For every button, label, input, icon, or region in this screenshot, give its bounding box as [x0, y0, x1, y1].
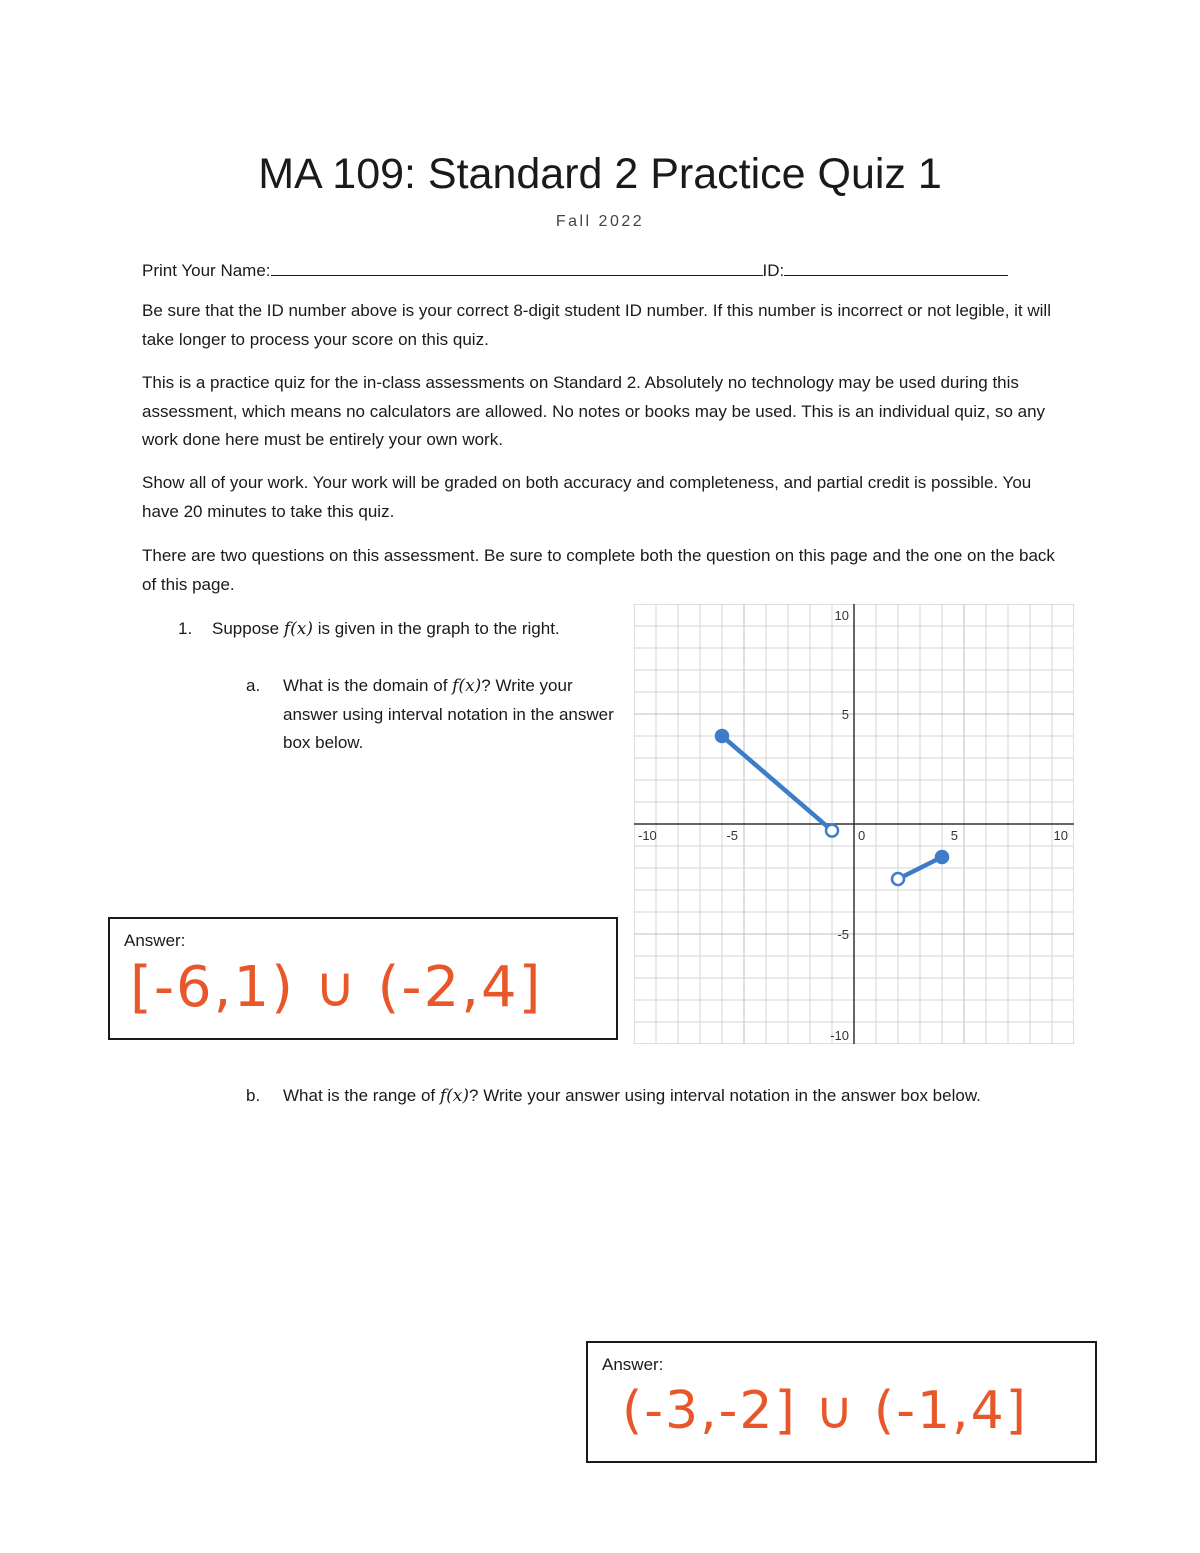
question-1 — [178, 615, 618, 644]
x-tick-label: 0 — [858, 828, 866, 843]
x-tick-label: -10 — [638, 828, 657, 843]
instruction-paragraph-1: Be sure that the ID number above is your correct 8-digit student ID number. If this number is incorrect or not legible, it will take longer to process your score on this quiz. — [142, 301, 1051, 349]
y-tick-label: 5 — [841, 707, 849, 722]
function-label: f(x) — [439, 1086, 470, 1106]
open-endpoint — [826, 825, 838, 837]
part-a-text: What is the domain of — [283, 676, 453, 695]
y-tick-label: -5 — [837, 927, 849, 942]
part-a-label: a. — [246, 676, 261, 695]
y-tick-label: -10 — [830, 1028, 849, 1043]
instruction-paragraph-4: There are two questions on this assessment. Be sure to complete both the question on this page and the one on the back of this page. — [142, 546, 1055, 594]
segment-1-line — [722, 736, 832, 831]
x-tick-label: 10 — [1053, 828, 1068, 843]
page-title: MA 109: Standard 2 Practice Quiz 1 — [258, 150, 942, 198]
answer-label: Answer: — [602, 1355, 664, 1374]
x-tick-label: 5 — [950, 828, 958, 843]
handwritten-answer-b: (-3,-2] ∪ (-1,4] — [622, 1381, 1028, 1441]
question-text-end: is given in the graph to the right. — [313, 619, 560, 638]
part-b-label: b. — [246, 1086, 261, 1105]
id-label: ID: — [762, 261, 785, 280]
question-1b — [246, 1082, 1076, 1111]
question-1a — [246, 672, 626, 758]
name-field[interactable] — [271, 257, 763, 276]
closed-endpoint — [716, 730, 728, 742]
function-label: f(x) — [452, 676, 482, 696]
question-number: 1. — [178, 619, 193, 638]
closed-endpoint — [936, 851, 948, 863]
instruction-paragraph-2: This is a practice quiz for the in-class assessments on Standard 2. Absolutely no technology may be used during this assessment, which means no calculators are allowed. No notes or books may be used. This is an individual quiz, so any work done here must be entirely your own work. — [142, 373, 1046, 449]
part-a-text-end: ? Write your answer using interval notation in the answer box below. — [283, 676, 614, 752]
function-graph — [634, 604, 1074, 1044]
function-label: f(x) — [283, 619, 313, 639]
id-field[interactable] — [784, 257, 1008, 276]
handwritten-answer-a: [-6,1) ∪ (-2,4] — [130, 955, 543, 1020]
answer-box-b[interactable] — [586, 1341, 1097, 1463]
part-b-text-end: ? Write your answer using interval notation in the answer box below. — [469, 1086, 981, 1105]
open-endpoint — [892, 873, 904, 885]
part-b-text: What is the range of — [283, 1086, 440, 1105]
x-tick-label: -5 — [726, 828, 738, 843]
y-tick-label: 10 — [834, 608, 849, 623]
name-label: Print Your Name: — [142, 261, 271, 280]
student-fields — [142, 257, 1008, 281]
answer-box-a[interactable] — [108, 917, 618, 1040]
instruction-paragraph-3: Show all of your work. Your work will be graded on both accuracy and completeness, and partial credit is possible. You have 20 minutes to take this quiz. — [142, 473, 1032, 521]
answer-label: Answer: — [124, 931, 186, 950]
question-text: Suppose — [212, 619, 284, 638]
page-subtitle: Fall 2022 — [555, 213, 645, 230]
